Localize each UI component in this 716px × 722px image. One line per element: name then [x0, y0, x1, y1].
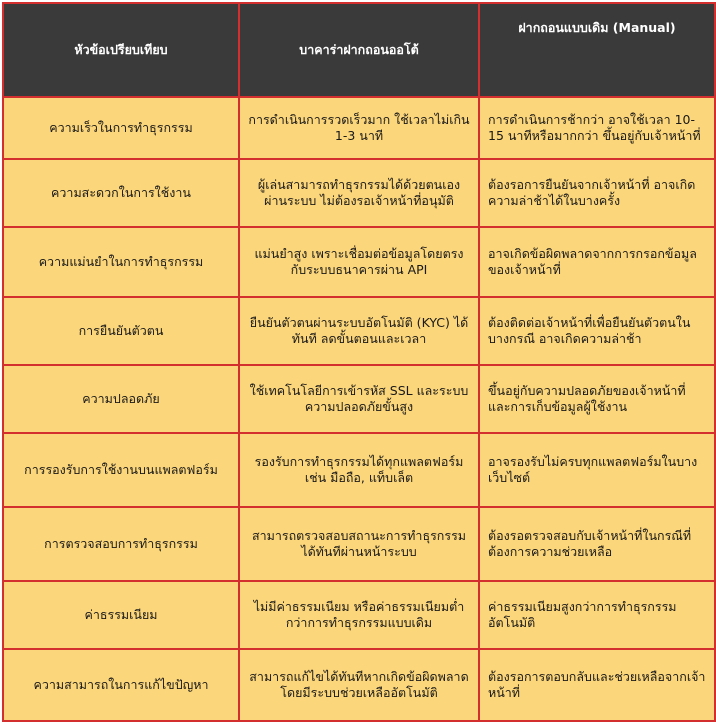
topic-cell: ค่าธรรมเนียม [3, 581, 239, 649]
topic-cell: ความสามารถในการแก้ไขปัญหา [3, 649, 239, 721]
topic-cell: ความปลอดภัย [3, 365, 239, 433]
manual-cell: ค่าธรรมเนียมสูงกว่าการทำธุรกรรมอัตโนมัติ [479, 581, 715, 649]
manual-cell: ต้องรอการยืนยันจากเจ้าหน้าที่ อาจเกิดความล่าช้าได้ในบางครั้ง [479, 159, 715, 227]
auto-cell: ยืนยันตัวตนผ่านระบบอัตโนมัติ (KYC) ได้ทันที ลดขั้นตอนและเวลา [239, 297, 479, 365]
comparison-table [2, 2, 716, 722]
manual-cell: ต้องติดต่อเจ้าหน้าที่เพื่อยืนยันตัวตนในบางกรณี อาจเกิดความล่าช้า [479, 297, 715, 365]
topic-cell: การรองรับการใช้งานบนแพลตฟอร์ม [3, 433, 239, 507]
table-row [3, 581, 715, 649]
auto-cell: สามารถแก้ไขได้ทันทีหากเกิดข้อผิดพลาด โดยมีระบบช่วยเหลืออัตโนมัติ [239, 649, 479, 721]
auto-cell: ใช้เทคโนโลยีการเข้ารหัส SSL และระบบความปลอดภัยขั้นสูง [239, 365, 479, 433]
topic-cell: การตรวจสอบการทำธุรกรรม [3, 507, 239, 581]
manual-cell: อาจรองรับไม่ครบทุกแพลตฟอร์มในบางเว็บไซต์ [479, 433, 715, 507]
table-row [3, 365, 715, 433]
table-body [3, 97, 715, 721]
auto-cell: สามารถตรวจสอบสถานะการทำธุรกรรมได้ทันทีผ่านหน้าระบบ [239, 507, 479, 581]
manual-cell: อาจเกิดข้อผิดพลาดจากการกรอกข้อมูลของเจ้าหน้าที่ [479, 227, 715, 297]
auto-cell: ไม่มีค่าธรรมเนียม หรือค่าธรรมเนียมต่ำกว่าการทำธุรกรรมแบบเดิม [239, 581, 479, 649]
header-topic: หัวข้อเปรียบเทียบ [3, 3, 239, 97]
manual-cell: ต้องรอการตอบกลับและช่วยเหลือจากเจ้าหน้าที่ [479, 649, 715, 721]
table-row [3, 297, 715, 365]
table-row [3, 159, 715, 227]
manual-cell: ต้องรอตรวจสอบกับเจ้าหน้าที่ในกรณีที่ต้องการความช่วยเหลือ [479, 507, 715, 581]
comparison-table-wrapper [2, 2, 714, 700]
table-row [3, 649, 715, 721]
manual-cell: ขึ้นอยู่กับความปลอดภัยของเจ้าหน้าที่และการเก็บข้อมูลผู้ใช้งาน [479, 365, 715, 433]
topic-cell: ความสะดวกในการใช้งาน [3, 159, 239, 227]
header-auto-deposit: บาคาร่าฝากถอนออโต้ [239, 3, 479, 97]
auto-cell: การดำเนินการรวดเร็วมาก ใช้เวลาไม่เกิน 1-3 นาที [239, 97, 479, 159]
topic-cell: ความเร็วในการทำธุรกรรม [3, 97, 239, 159]
table-row [3, 507, 715, 581]
manual-cell: การดำเนินการช้ากว่า อาจใช้เวลา 10-15 นาทีหรือมากกว่า ขึ้นอยู่กับเจ้าหน้าที่ [479, 97, 715, 159]
header-row [3, 3, 715, 97]
header-manual-deposit: ฝากถอนแบบเดิม (Manual) [479, 3, 715, 97]
table-row [3, 227, 715, 297]
auto-cell: แม่นยำสูง เพราะเชื่อมต่อข้อมูลโดยตรงกับระบบธนาคารผ่าน API [239, 227, 479, 297]
auto-cell: รองรับการทำธุรกรรมได้ทุกแพลตฟอร์ม เช่น มือถือ, แท็บเล็ต [239, 433, 479, 507]
auto-cell: ผู้เล่นสามารถทำธุรกรรมได้ด้วยตนเอง ผ่านระบบ ไม่ต้องรอเจ้าหน้าที่อนุมัติ [239, 159, 479, 227]
topic-cell: ความแม่นยำในการทำธุรกรรม [3, 227, 239, 297]
table-row [3, 97, 715, 159]
table-row [3, 433, 715, 507]
topic-cell: การยืนยันตัวตน [3, 297, 239, 365]
table-header [3, 3, 715, 97]
